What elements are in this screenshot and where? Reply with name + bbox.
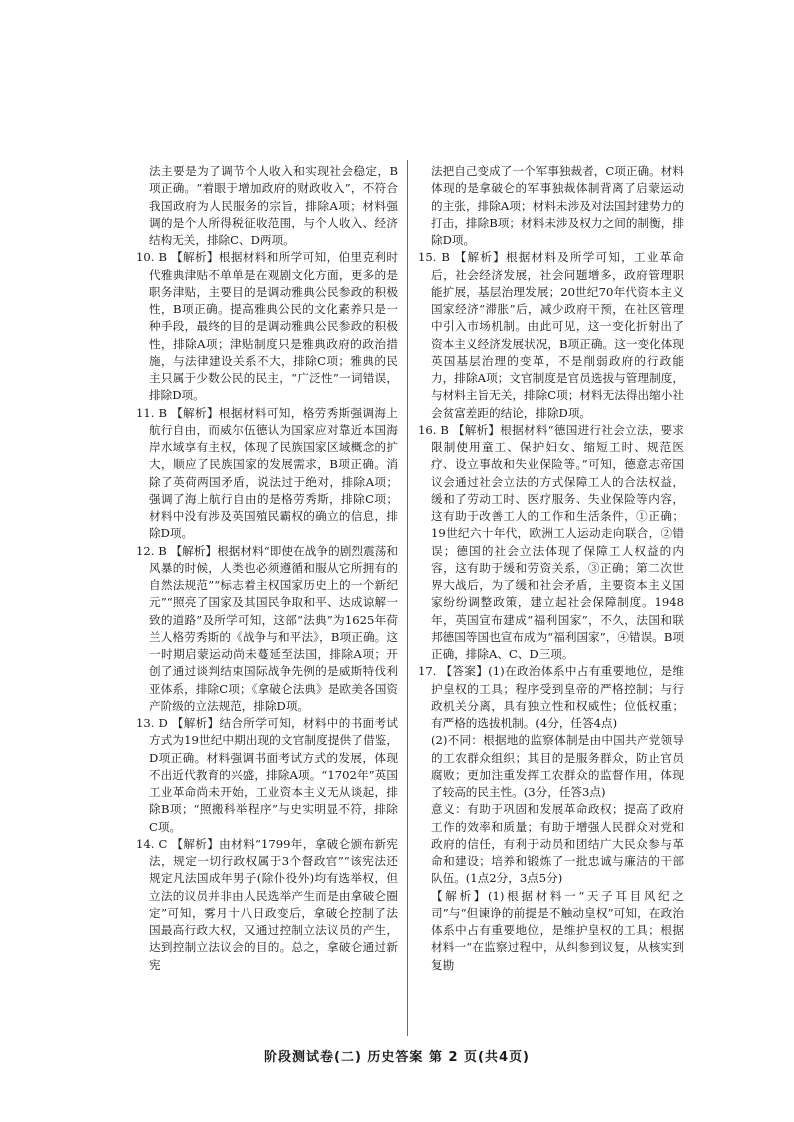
continuation-paragraph: 法把自己变成了一个军事独裁者，C项正确。材料体现的是拿破仑的军事独裁体制背离了启蒙运动的主张，排除A项；材料未涉及对法国封建势力的打击，排除B项；材料未涉及权力之间的制衡，排除D项。 (431, 164, 684, 247)
right-column (418, 163, 684, 974)
answer-item-13: 13. D 【解析】结合所学可知，材料中的书面考试方式为19世纪中期出现的文官制度提供了借鉴，D项正确。材料强调书面考试方式的发展，体现不出近代教育的兴盛，排除A项。“1702年”英国工业革命尚未开始，工业资本主义无从谈起，排除B项；“照搬科举程序”与史实明显不符，排除C项。 (136, 716, 398, 834)
answer-item-11: 11. B 【解析】根据材料可知，格劳秀斯强调海上航行自由，而威尔伍德认为国家应对靠近本国海岸水域享有主权，体现了民族国家区域概念的扩大，顺应了民族国家的发展需求，B项正确。消除了英荷两国矛盾，说法过于绝对，排除A项；强调了海上航行自由的是格劳秀斯，排除C项；材料中没有涉及英国殖民霸权的确立的信息，排除D项。 (136, 405, 398, 541)
continuation-paragraph: 法主要是为了调节个人收入和实现社会稳定，B项正确。“着眼于增加政府的财政收入”，不符合我国政府为人民服务的宗旨，排除A项；材料强调的是个人所得税征收范围，与个人收入、经济结构无关，排除C、D两项。 (149, 164, 398, 247)
answer-item-12: 12. B 【解析】根据材料“即使在战争的剧烈震荡和风暴的时候，人类也必须遵循和服从它所拥有的自然法规范”“标志着主权国家历史上的一个新纪元”“照亮了国家及其国民争取和平、达成谅解一致的道路”及所学可知，这部“法典”为1625年荷兰人格劳秀斯的《战争与和平法》，B项正确。这一时期启蒙运动尚未蔓延至法国，排除A项；开创了通过谈判结束国际战争先例的是威斯特伐利亚体系，排除C项；《拿破仑法典》是欧美各国资产阶级的立法规范，排除D项。 (136, 543, 398, 713)
answer-17-significance: 意义：有助于巩固和发展革命政权；提高了政府工作的效率和质量；有助于增强人民群众对党和政府的信任，有利于动员和团结广大民众参与革命和建设；培养和锻炼了一批忠诚与廉洁的干部队伍。(1点2分，3点5分) (431, 802, 684, 886)
page-footer: 阶段测试卷(二) 历史答案 第 2 页(共4页) (264, 1050, 530, 1065)
answer-17-analysis: 【解析】(1)根据材料一“天子耳目风纪之司”与“但谏诤的前提是不触动皇权”可知，在政治体系中占有重要地位，是维护皇权的工具；根据材料一“在监察过程中，从纠参到议复，从核实到复勘 (431, 888, 684, 972)
answer-item-17: 17. 【答案】(1)在政治体系中占有重要地位，是维护皇权的工具；程序受到皇帝的严格控制；与行政机关分离，具有独立性和权威性；位低权重；有严格的选拔机制。(4分，任答4点) (418, 664, 684, 730)
answer-item-16: 16. B 【解析】根据材料“德国进行社会立法，要求限制使用童工、保护妇女、缩短工时、规范医疗、设立事故和失业保险等。”可知，德意志帝国议会通过社会立法的方式保障工人的合法权益，缓和了劳动工时、医疗服务、失业保险等内容，这有助于改善工人的工作和生活条件，①正确；19世纪六十年代，欧洲工人运动走向联合，②错误；德国的社会立法体现了保障工人权益的内容，这有助于缓和劳资关系，③正确；第二次世界大战后，为了缓和社会矛盾，主要资本主义国家纷纷调整政策，建立起社会保障制度。1948年，英国宣布建成“福利国家”，不久，法国和联邦德国等国也宣布成为“福利国家”，④错误。B项正确，排除A、C、D三项。 (418, 422, 684, 661)
answer-item-15: 15. B 【解析】根据材料及所学可知，工业革命后，社会经济发展，社会问题增多，政府管理职能扩展，基层治理发展；20世纪70年代资本主义国家经济“滞胀”后，减少政府干预，在社区管理中引入市场机制。由此可见，这一变化折射出了资本主义经济发展状况，B项正确。这一变化体现英国基层治理的变革，不是削弱政府的行政能力，排除A项；文官制度是官员选拔与管理制度，与材料主旨无关，排除C项；材料无法得出缩小社会贫富差距的结论，排除D项。 (418, 250, 684, 420)
answer-item-14: 14. C 【解析】由材料“1799年，拿破仑颁布新宪法，规定一切行政权属于3个督政官”“该宪法还规定凡法国成年男子(除仆役外)均有选举权，但立法的议员并非由人民选举产生而是由拿破仑圈定”可知，雾月十八日政变后，拿破仑控制了法国最高行政大权，又通过控制立法议员的产生，达到控制立法议会的目的。总之，拿破仑通过新宪 (136, 836, 398, 972)
answer-17-part-2: (2)不同：根据地的监察体制是由中国共产党领导的工农群众组织；其目的是服务群众，防止官员腐败；更加注重发挥工农群众的监督作用，体现了较高的民主性。(3分，任答3点) (431, 733, 684, 799)
column-divider (407, 160, 408, 1036)
left-column (136, 163, 398, 974)
answer-item-10: 10. B 【解析】根据材料和所学可知，伯里克利时代雅典津贴不单单是在观剧文化方面，更多的是职务津贴，主要目的是调动雅典公民参政的积极性，B项正确。提高雅典公民的文化素养只是一种手段，最终的目的是调动雅典公民参政的积极性，排除A项；津贴制度只是雅典政府的政治措施，与法律建设关系不大，排除C项；雅典的民主只属于少数公民的民主，“广泛性”一词错误，排除D项。 (136, 250, 398, 403)
